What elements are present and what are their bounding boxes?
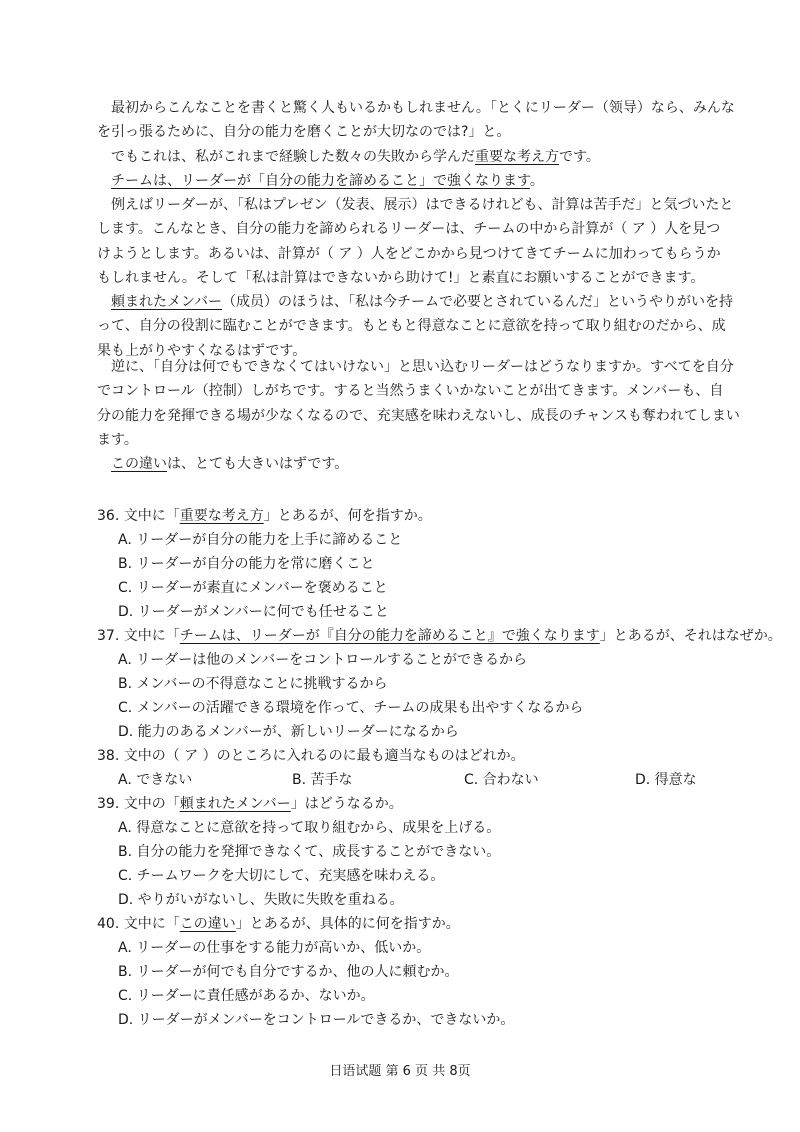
question-text: 」はどうなるか。 xyxy=(290,796,403,812)
q36-option-c: C. リーダーが素直にメンバーを褒めること xyxy=(118,580,388,596)
passage-text: 。 xyxy=(529,173,544,189)
passage-line xyxy=(97,169,733,193)
underlined-requested-member: 頼まれたメンバー xyxy=(111,294,223,310)
passage-paragraph-4 xyxy=(97,193,733,291)
question-text: 」とあるが、それはなぜか。 xyxy=(599,628,782,644)
passage-paragraph-3 xyxy=(97,169,733,193)
question-37 xyxy=(97,624,782,648)
q36-option-d: D. リーダーがメンバーに何でも任せること xyxy=(118,604,389,620)
passage-line: って、自分の役割に臨むことができます。もともと得意なことに意欲を持って取り組むのだから、成 xyxy=(97,318,726,335)
passage-line: を引っ張るために、自分の能力を磨くことが大切なのでは?」と。 xyxy=(97,124,511,141)
page-footer: 日语试题 第 6 页 共 8页 xyxy=(329,1064,471,1079)
q37-option-b: B. メンバーの不得意なことに挑戦するから xyxy=(118,676,388,692)
passage-line: もしれません。そして「私は計算はできないから助けて!」と素直にお願いすることができます。 xyxy=(97,270,705,287)
q39-option-b: B. 自分の能力を発揮できなくて、成長することができない。 xyxy=(118,844,501,860)
q39-option-d: D. やりがいがないし、失敗に失敗を重ねる。 xyxy=(118,892,404,908)
q40-option-a: A. リーダーの仕事をする能力が高いか、低いか。 xyxy=(118,940,431,956)
passage-text: でもこれは、私がこれまで経験した数々の失敗から学んだ xyxy=(111,149,475,165)
passage-line xyxy=(97,290,733,314)
q36-option-a: A. リーダーが自分の能力を上手に諦めること xyxy=(118,532,403,548)
q40-option-b: B. リーダーが何でも自分でするか、他の人に頼むか。 xyxy=(118,964,459,980)
passage-line: 果も上がりやすくなるはずです。 xyxy=(97,342,307,359)
passage-paragraph-2 xyxy=(97,145,733,169)
q38-option-b: B. 苦手な xyxy=(292,772,353,788)
underlined-key-idea: 重要な考え方 xyxy=(475,149,559,165)
question-36 xyxy=(97,504,737,528)
passage-text: （成员）のほうは、「私は今チームで必要とされているんだ」というやりがいを持 xyxy=(222,294,734,310)
question-38: 38. 文中の（ ア ）のところに入れるのに最も適当なものはどれか。 xyxy=(97,748,525,764)
question-text: 36. 文中に「 xyxy=(97,508,180,524)
q39-option-c: C. チームワークを大切にして、充実感を味わえる。 xyxy=(118,868,445,884)
passage-line: けようとします。あるいは、計算が（ ア ）人をどこかから見つけてきてチームに加わってもらうか xyxy=(97,245,721,262)
q40-option-c: C. リーダーに責任感があるか、ないか。 xyxy=(118,988,375,1004)
passage-line: 分の能力を発揮できる場が少なくなるので、充実感を味わえないし、成長のチャンスも奪われてしまい xyxy=(97,407,740,424)
question-quote: 重要な考え方 xyxy=(179,508,264,524)
question-text: 39. 文中の「 xyxy=(97,796,180,812)
q36-option-b: B. リーダーが自分の能力を常に磨くこと xyxy=(118,556,375,572)
question-text: 40. 文中に「 xyxy=(97,916,180,932)
passage-paragraph-6 xyxy=(97,355,740,453)
q40-option-d: D. リーダーがメンバーをコントロールできるか、できないか。 xyxy=(118,1012,515,1028)
passage-text: です。 xyxy=(559,149,600,165)
underlined-difference: この違い xyxy=(111,456,167,472)
passage-line: 例えばリーダーが、「私はプレゼン（发表、展示）はできるけれども、計算は苦手だ」と気づいたと xyxy=(111,197,734,213)
q37-option-c: C. メンバーの活躍できる環境を作って、チームの成果も出やすくなるから xyxy=(118,700,584,716)
passage-line: 逆に、「自分は何でもできなくてはいけない」と思い込むリーダーはどうなりますか。すべてを自分 xyxy=(111,359,734,375)
question-quote: 頼まれたメンバー xyxy=(179,796,291,812)
question-text: 37. 文中に「 xyxy=(97,628,180,644)
passage-line: でコントロール（控制）しがちです。すると当然うまくいかないことが出てきます。メンバーも、自 xyxy=(97,383,724,400)
question-quote: チームは、リーダーが『自分の能力を諦めること』で強くなります xyxy=(179,628,600,644)
q38-option-a: A. できない xyxy=(118,772,193,788)
question-text: 」とあるが、具体的に何を指すか。 xyxy=(235,916,460,932)
question-40 xyxy=(97,912,737,936)
passage-text: は、とても大きいはずです。 xyxy=(167,456,349,472)
q39-option-a: A. 得意なことに意欲を持って取り組むから、成果を上げる。 xyxy=(118,820,501,836)
passage-line: します。こんなとき、自分の能力を諦められるリーダーは、チームの中から計算が（ ア ）人を見つ xyxy=(97,221,721,238)
q38-option-d: D. 得意な xyxy=(635,772,697,788)
passage-paragraph-7 xyxy=(97,452,733,476)
question-text: 」とあるが、何を指すか。 xyxy=(263,508,432,524)
question-39 xyxy=(97,792,737,816)
q37-option-a: A. リーダーは他のメンバーをコントロールすることができるから xyxy=(118,652,527,668)
passage-paragraph-1 xyxy=(97,96,733,145)
passage-paragraph-5 xyxy=(97,290,733,363)
passage-line xyxy=(97,145,733,169)
underlined-team-statement: チームは、リーダーが「自分の能力を諦めること」で強くなります xyxy=(111,173,530,189)
q37-option-d: D. 能力のあるメンバーが、新しいリーダーになるから xyxy=(118,724,459,740)
passage-line xyxy=(97,452,733,476)
question-quote: この違い xyxy=(179,916,236,932)
passage-line: ます。 xyxy=(97,432,138,449)
q38-option-c: C. 合わない xyxy=(464,772,539,788)
passage-line: 最初からこんなことを書くと驚く人もいるかもしれません。「とくにリーダー（领导）なら、みんな xyxy=(111,100,735,116)
